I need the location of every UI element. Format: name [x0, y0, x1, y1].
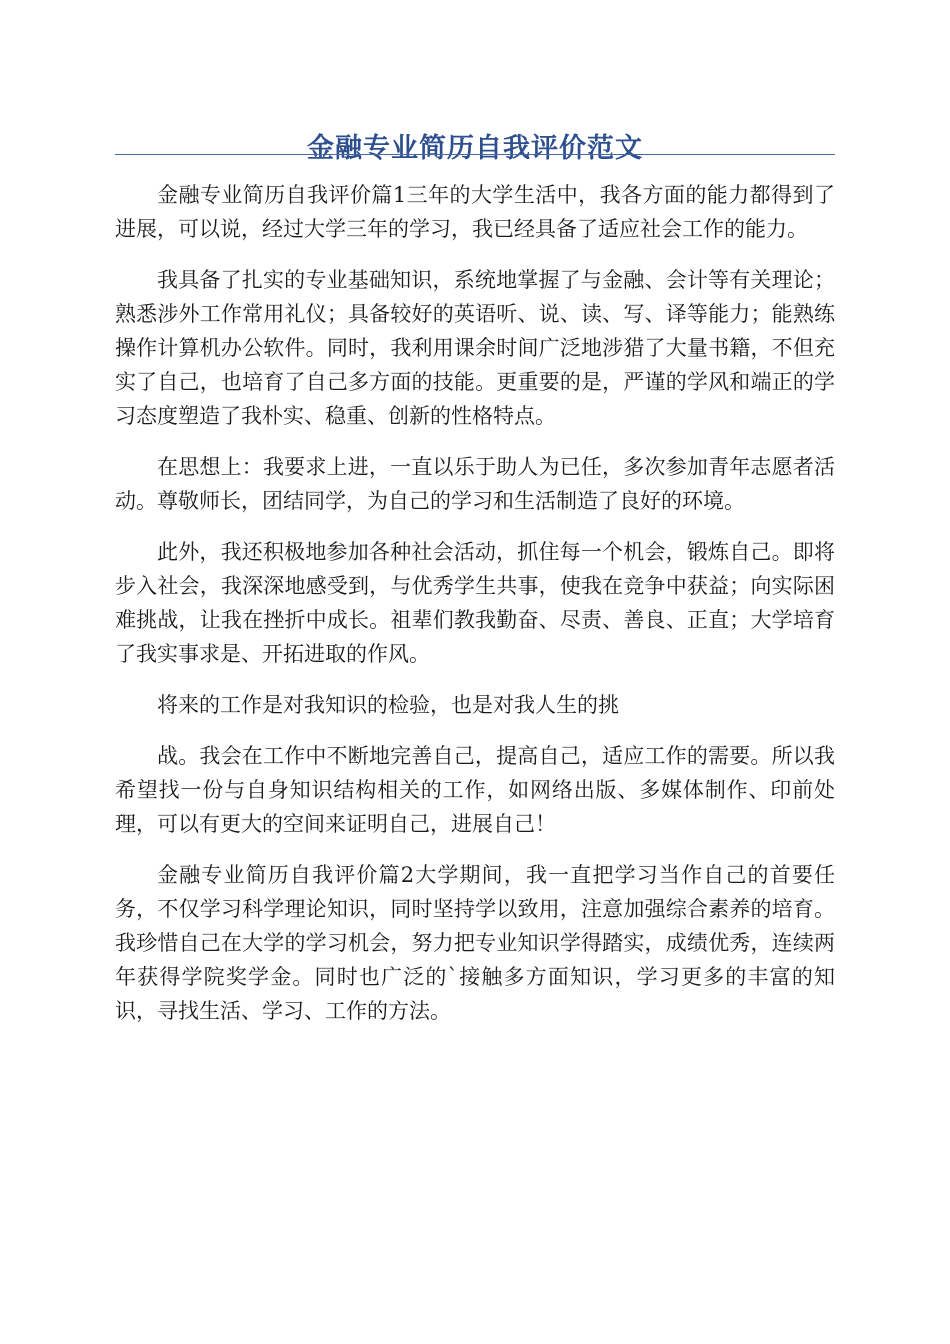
paragraph-3: 在思想上：我要求上进，一直以乐于助人为已任，多次参加青年志愿者活动。尊敬师长，团结同学，为自己的学习和生活制造了良好的环境。 — [115, 455, 835, 513]
paragraph-4: 此外，我还积极地参加各种社会活动，抓住每一个机会，锻炼自己。即将步入社会，我深深地感受到，与优秀学生共事，使我在竞争中获益；向实际困难挑战，让我在挫折中成长。祖辈们教我勤奋、尽责、善良、正直；大学培育了我实事求是、开拓进取的作风。 — [115, 540, 835, 666]
document-body — [115, 178, 835, 1045]
paragraph-6: 战。我会在工作中不断地完善自己，提高自己，适应工作的需要。所以我希望找一份与自身知识结构相关的工作，如网络出版、多媒体制作、印前处理，可以有更大的空间来证明自己，进展自己！ — [115, 744, 835, 836]
paragraph-2: 我具备了扎实的专业基础知识，系统地掌握了与金融、会计等有关理论；熟悉涉外工作常用礼仪；具备较好的英语听、说、读、写、译等能力；能熟练操作计算机办公软件。同时，我利用课余时间广泛地涉猎了大量书籍，不但充实了自己，也培育了自己多方面的技能。更重要的是，严谨的学风和端正的学习态度塑造了我朴实、稳重、创新的性格特点。 — [115, 268, 835, 428]
paragraph-5: 将来的工作是对我知识的检验，也是对我人生的挑 — [157, 693, 619, 717]
paragraph-7: 金融专业简历自我评价篇2大学期间，我一直把学习当作自己的首要任务，不仅学习科学理论知识，同时坚持学以致用，注意加强综合素养的培育。我珍惜自己在大学的学习机会，努力把专业知识学得踏实，成绩优秀，连续两年获得学院奖学金。同时也广泛的`接触多方面知识，学习更多的丰富的知识，寻找生活、学习、工作的方法。 — [115, 863, 835, 1023]
page-title: 金融专业简历自我评价范文 — [307, 133, 643, 165]
title-underline — [115, 154, 835, 155]
paragraph-1: 金融专业简历自我评价篇1三年的大学生活中，我各方面的能力都得到了进展，可以说，经过大学三年的学习，我已经具备了适应社会工作的能力。 — [115, 183, 835, 241]
